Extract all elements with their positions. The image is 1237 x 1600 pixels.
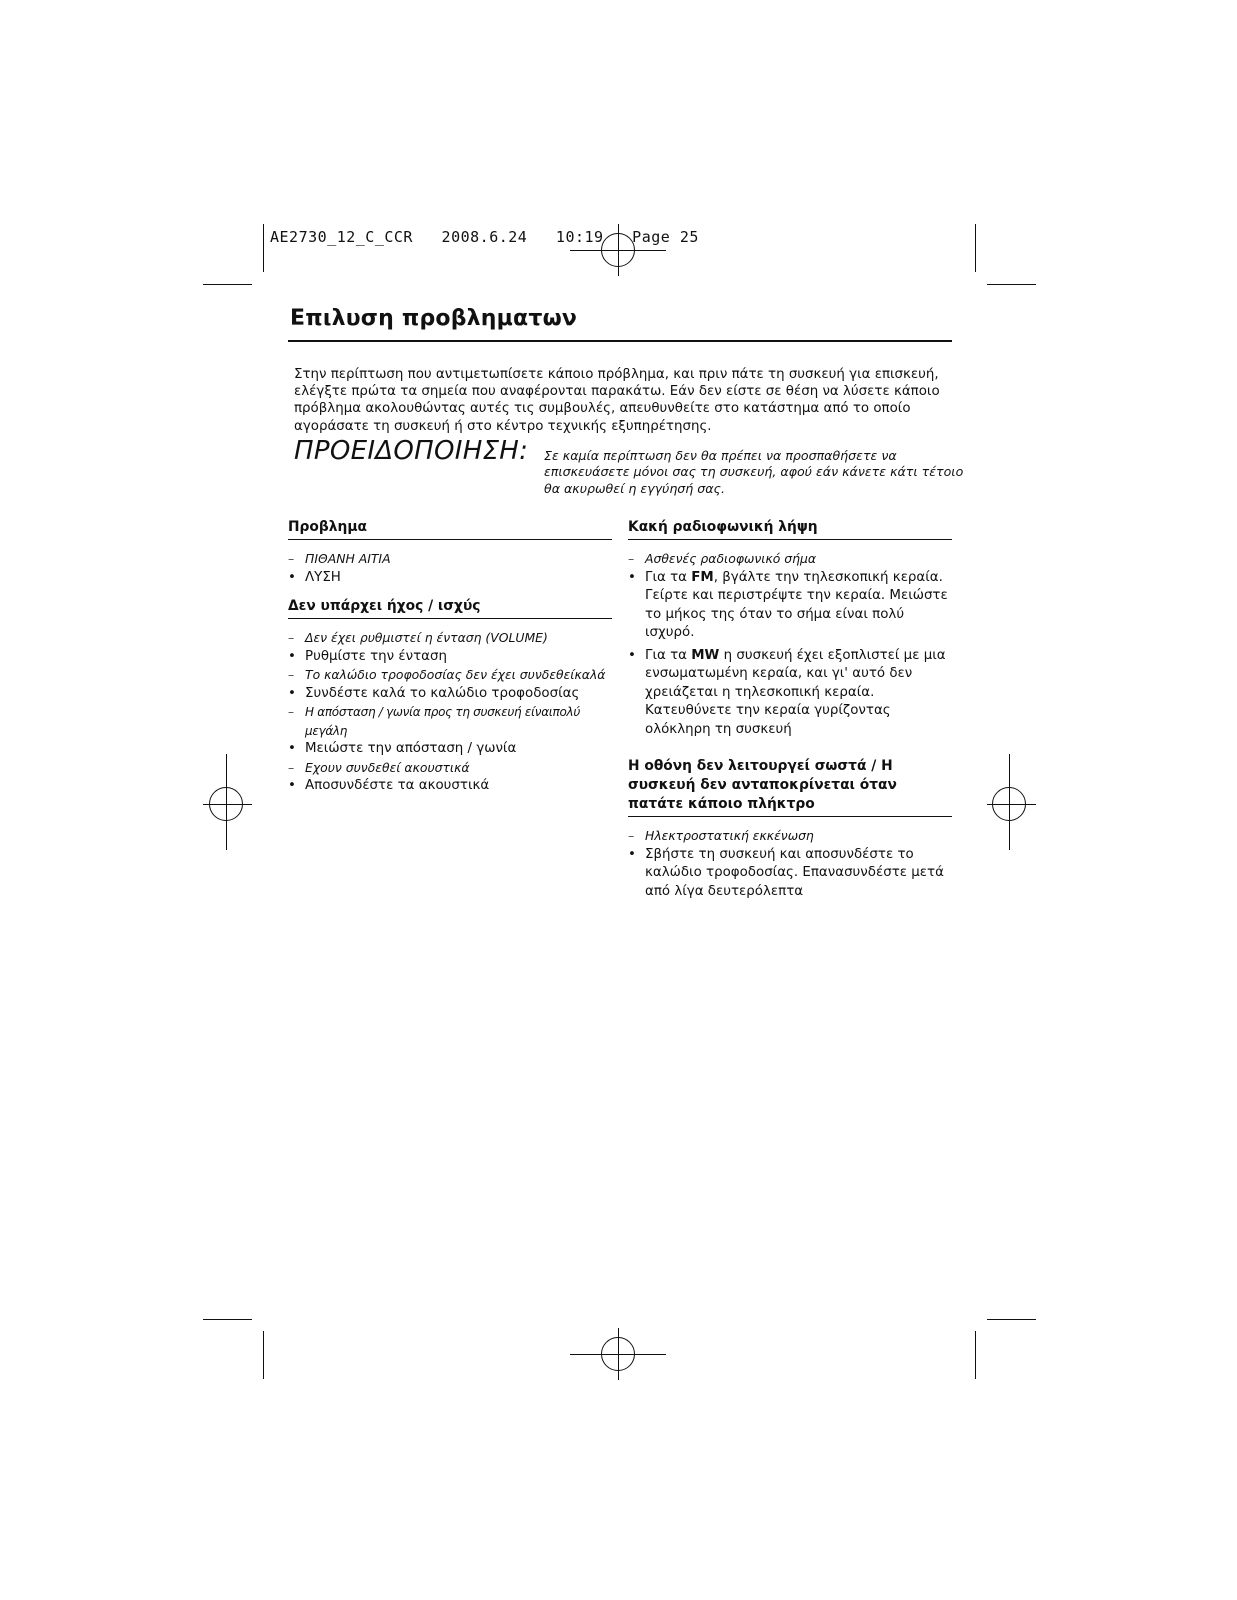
- fm-solution: • Για τα FM, βγάλτε την τηλεσκοπική κεραία. Γείρτε και περιστρέψτε την κεραία. Μειώστε το μήκος της όταν το σήμα είναι πολύ ισχυρό.: [628, 569, 948, 640]
- warning-label: ΠΡΟΕΙΔΟΠΟΙΗΣΗ:: [294, 436, 529, 466]
- solution-item: • Συνδέστε καλά το καλώδιο τροφοδοσίας: [288, 685, 580, 701]
- no-sound-heading: Δεν υπάρχει ήχος / ισχύς: [288, 597, 612, 619]
- warning-text: Σε καμία περίπτωση δεν θα πρέπει να προσπαθήσετε να επισκευάσετε μόνοι σας τη συσκευή, αφού εάν κάνετε κάτι τέτοιο θα ακυρωθεί η εγγύησή σας.: [544, 448, 964, 496]
- legend-heading: Προβλημα: [288, 518, 612, 540]
- intro-paragraph: Στην περίπτωση που αντιμετωπίσετε κάποιο πρόβλημα, και πριν πάτε τη συσκευή για επισκευή, ελέγξτε πρώτα τα σημεία που αναφέρονται παρακάτω. Εάν δεν είστε σε θέση να λύσετε κάποιο πρόβλημα ακολουθώντας αυτές τις συμβουλές, απευθυνθείτε στο κατάστημα από το οποίο αγοράσατε τη συσκευή ή στο κέντρο τεχνικής εξυπηρέτησης.: [294, 367, 940, 434]
- cause-item: – Εχουν συνδεθεί ακουστικά: [288, 759, 470, 775]
- right-column: [628, 518, 952, 901]
- title-rule: [288, 340, 952, 342]
- print-slug: AE2730_12_C_CCR 2008.6.24 10:19 Page 25: [270, 228, 699, 246]
- cause-item: – Η απόσταση / γωνία προς τη συσκευή είναιπολύ μεγάλη: [288, 705, 580, 738]
- display-solution: • Σβήστε τη συσκευή και αποσυνδέστε το καλώδιο τροφοδοσίας. Επανασυνδέστε μετά από λίγα δευτερόλεπτα: [628, 846, 944, 899]
- solution-item: • Ρυθμίστε την ένταση: [288, 648, 447, 664]
- mw-solution: • Για τα MW η συσκευή έχει εξοπλιστεί με μια ενσωματωμένη κεραία, και γι' αυτό δεν χρειάζεται η τηλεσκοπική κεραία. Κατευθύνετε την κεραία γυρίζοντας ολόκληρη τη συσκευή: [628, 647, 946, 737]
- left-column: [288, 518, 612, 796]
- reception-heading: Κακή ραδιοφωνική λήψη: [628, 518, 952, 540]
- display-heading: Η οθόνη δεν λειτουργεί σωστά / Η συσκευή δεν ανταποκρίνεται όταν πατάτε κάποιο πλήκτρο: [628, 757, 952, 817]
- legend-cause: – ΠΙΘΑΝΗ ΑΙΤΙΑ: [288, 551, 391, 566]
- legend-solution: • ΛΥΣΗ: [288, 569, 341, 585]
- cause-item: – Δεν έχει ρυθμιστεί η ένταση (VOLUME): [288, 630, 548, 645]
- page-title: Επιλυση προβληματων: [290, 306, 578, 331]
- solution-item: • Μειώστε την απόσταση / γωνία: [288, 741, 517, 756]
- cause-item: – Το καλώδιο τροφοδοσίας δεν έχει συνδεθείκαλά: [288, 667, 606, 682]
- reception-cause: – Ασθενές ραδιοφωνικό σήμα: [628, 551, 817, 566]
- solution-item: • Αποσυνδέστε τα ακουστικά: [288, 778, 490, 793]
- display-cause: – Ηλεκτροστατική εκκένωση: [628, 828, 814, 843]
